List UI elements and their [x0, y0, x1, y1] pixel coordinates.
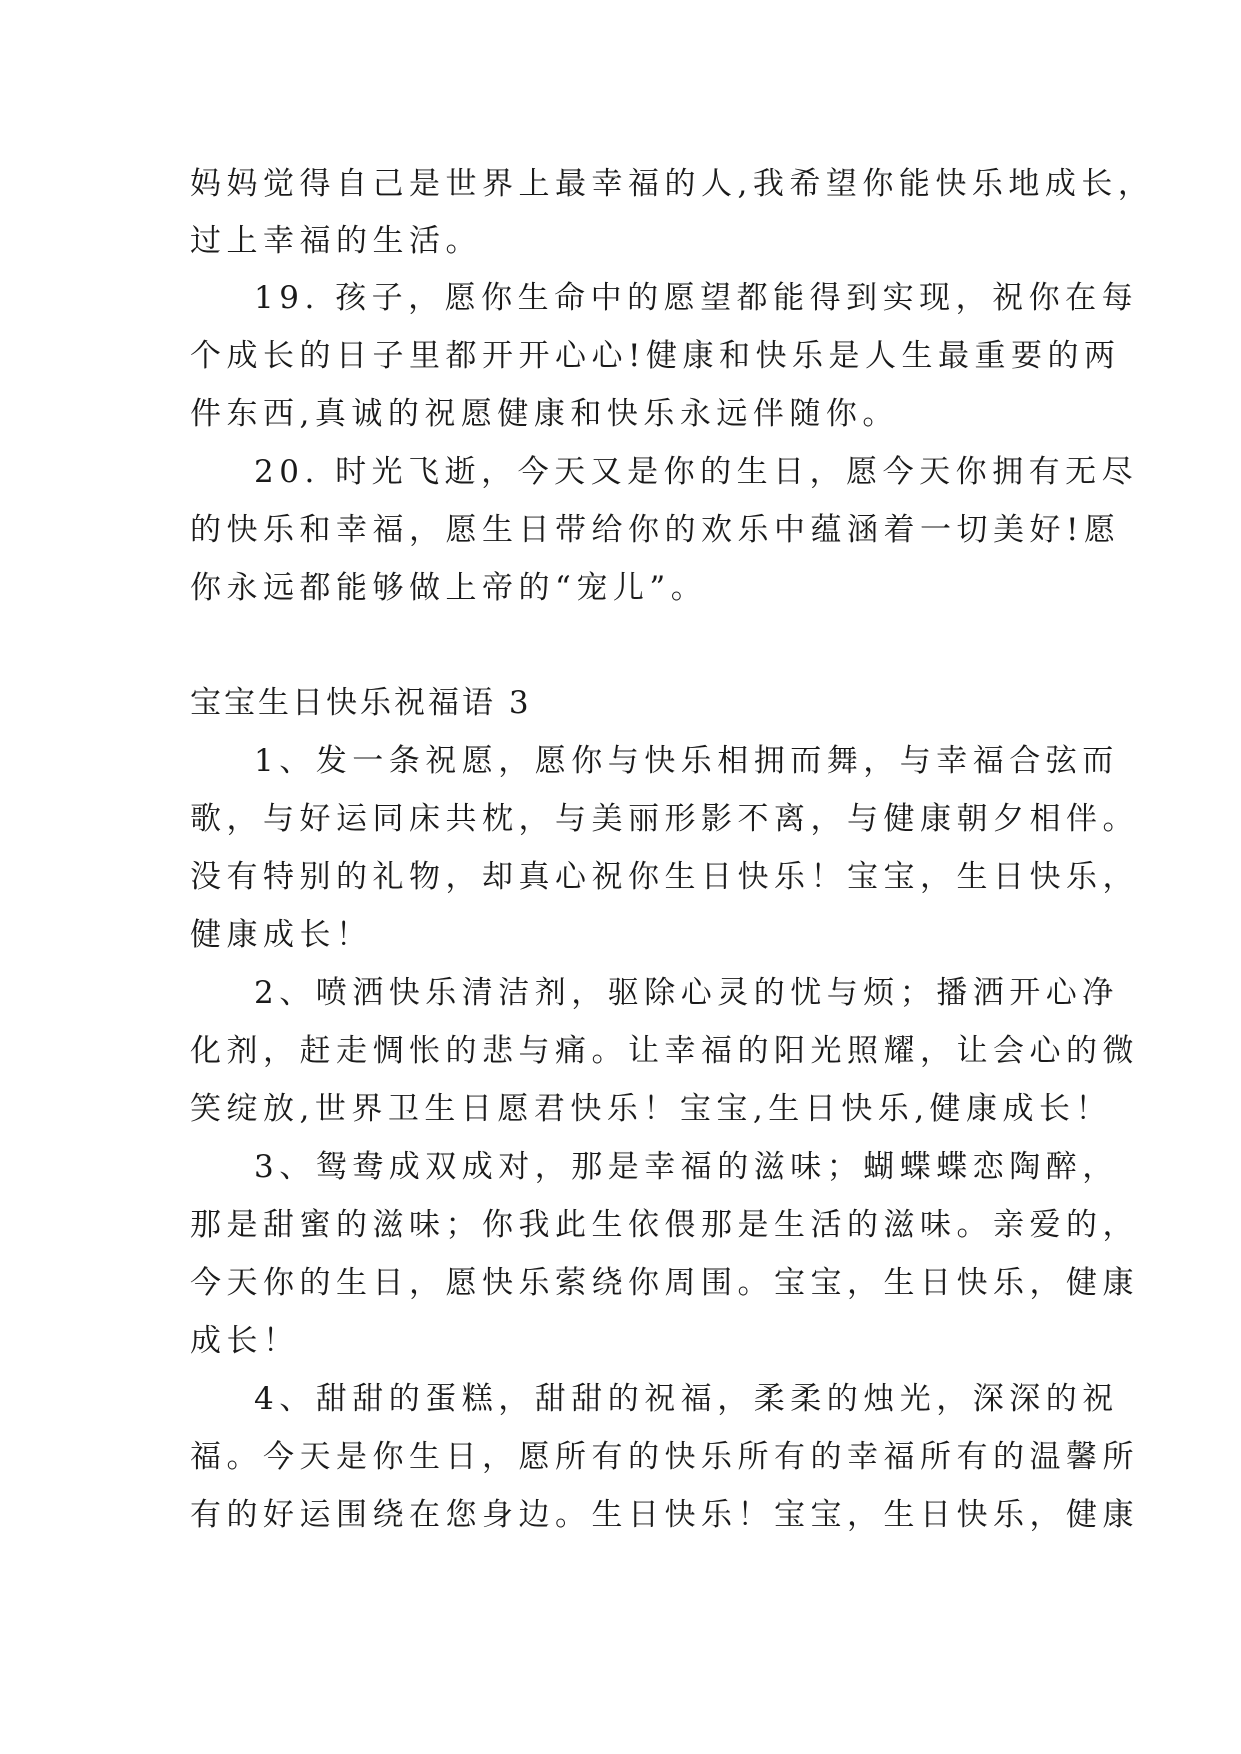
paragraph-4-start: 4、甜甜的蛋糕，甜甜的祝福，柔柔的烛光，深深的祝 — [254, 1381, 1119, 1417]
text-line: 今天你的生日，愿快乐萦绕你周围。宝宝，生日快乐，健康 — [190, 1265, 1139, 1301]
paragraph-3-start: 3、鸳鸯成双成对，那是幸福的滋味；蝴蝶蝶恋陶醉， — [254, 1149, 1119, 1185]
text-line: 笑绽放,世界卫生日愿君快乐！宝宝,生日快乐,健康成长！ — [190, 1091, 1113, 1127]
text-line: 的快乐和幸福，愿生日带给你的欢乐中蕴涵着一切美好!愿 — [190, 512, 1121, 548]
text-line: 成长！ — [190, 1323, 300, 1359]
paragraph-20-start: 20. 时光飞逝，今天又是你的生日，愿今天你拥有无尽 — [254, 454, 1139, 490]
text-line: 化剂，赶走惆怅的悲与痛。让幸福的阳光照耀，让会心的微 — [190, 1033, 1139, 1069]
paragraph-2-start: 2、喷洒快乐清洁剂，驱除心灵的忧与烦；播洒开心净 — [254, 975, 1119, 1011]
text-line: 健康成长！ — [190, 917, 373, 953]
text-line: 歌，与好运同床共枕，与美丽形影不离，与健康朝夕相伴。 — [190, 801, 1139, 837]
text-line: 福。今天是你生日，愿所有的快乐所有的幸福所有的温馨所 — [190, 1439, 1139, 1475]
text-line: 没有特别的礼物，却真心祝你生日快乐！宝宝，生日快乐， — [190, 859, 1139, 895]
text-line: 那是甜蜜的滋味；你我此生依偎那是生活的滋味。亲爱的， — [190, 1207, 1139, 1243]
section-heading: 宝宝生日快乐祝福语 3 — [190, 685, 532, 721]
text-line: 件东西,真诚的祝愿健康和快乐永远伴随你。 — [190, 396, 899, 432]
paragraph-19-start: 19. 孩子，愿你生命中的愿望都能得到实现，祝你在每 — [254, 280, 1139, 316]
paragraph-1-start: 1、发一条祝愿，愿你与快乐相拥而舞，与幸福合弦而 — [254, 743, 1119, 779]
text-line: 你永远都能够做上帝的“宠儿”。 — [190, 570, 708, 606]
text-line: 个成长的日子里都开开心心!健康和快乐是人生最重要的两 — [190, 338, 1121, 374]
text-line: 过上幸福的生活。 — [190, 223, 482, 259]
text-line: 妈妈觉得自己是世界上最幸福的人,我希望你能快乐地成长， — [190, 166, 1155, 202]
text-line: 有的好运围绕在您身边。生日快乐！宝宝，生日快乐，健康 — [190, 1497, 1139, 1533]
